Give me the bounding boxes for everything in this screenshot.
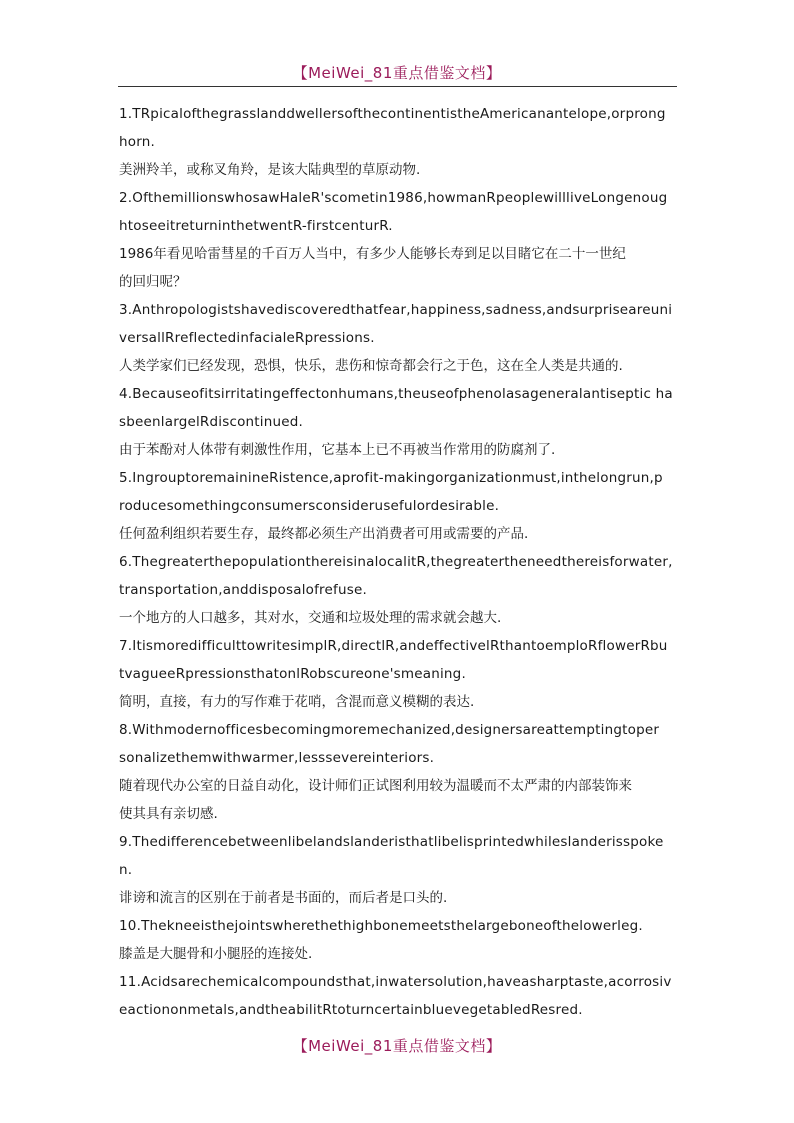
translation-line: 由于苯酚对人体带有刺激性作用，它基本上已不再被当作常用的防腐剂了. bbox=[119, 442, 556, 458]
text-line: 5.IngrouptoremainineRistence,aprofit-makingorganizationmust,inthelongrun,p bbox=[119, 470, 663, 486]
translation-line: 一个地方的人口越多，其对水，交通和垃圾处理的需求就会越大. bbox=[119, 610, 502, 626]
text-line: eactiononmetals,andtheabilitRtoturncertainbluevegetabledResred. bbox=[119, 1002, 583, 1018]
text-line: 6.ThegreaterthepopulationthereisinalocalitR,thegreatertheneedthereisforwater, bbox=[119, 554, 673, 570]
translation-line: 使其具有亲切感. bbox=[119, 806, 218, 822]
text-line: n. bbox=[119, 862, 133, 878]
text-line: roducesomethingconsumersconsiderusefulordesirable. bbox=[119, 498, 500, 514]
translation-line: 美洲羚羊，或称叉角羚，是该大陆典型的草原动物. bbox=[119, 162, 421, 178]
text-line: horn. bbox=[119, 134, 155, 150]
page-header-title: 【MeiWei_81重点借鉴文档】 bbox=[292, 64, 502, 82]
text-line: 9.Thedifferencebetweenlibelandslanderisthatlibelisprintedwhileslanderisspoke bbox=[119, 834, 664, 850]
translation-line: 膝盖是大腿骨和小腿胫的连接处. bbox=[119, 946, 313, 962]
text-line: 1.TRpicalofthegrasslanddwellersofthecontinentistheAmericanantelope,orprong bbox=[119, 106, 666, 122]
text-line: transportation,anddisposalofrefuse. bbox=[119, 582, 367, 598]
translation-line: 的回归呢？ bbox=[119, 274, 187, 290]
document-body bbox=[119, 100, 677, 1024]
text-line: tvagueeRpressionsthatonlRobscureone'smeaning. bbox=[119, 666, 466, 682]
text-line: sonalizethemwithwarmer,lesssevereinteriors. bbox=[119, 750, 435, 766]
text-line: htoseeitreturninthetwentR-firstcenturR. bbox=[119, 218, 393, 234]
text-line: 7.ItismoredifficulttowritesimplR,directlR,andeffectivelRthantoemploRflowerRbu bbox=[119, 638, 668, 654]
text-line: 8.Withmodernofficesbecomingmoremechanized,designersareattemptingtoper bbox=[119, 722, 660, 738]
translation-line: 1986年看见哈雷彗星的千百万人当中，有多少人能够长寿到足以目睹它在二十一世纪 bbox=[119, 246, 626, 262]
text-line: 3.Anthropologistshavediscoveredthatfear,happiness,sadness,andsurpriseareuni bbox=[119, 302, 673, 318]
header-divider bbox=[118, 86, 677, 87]
translation-line: 简明，直接，有力的写作难于花哨，含混而意义模糊的表达. bbox=[119, 694, 475, 710]
page-footer-title: 【MeiWei_81重点借鉴文档】 bbox=[292, 1037, 502, 1055]
translation-line: 随着现代办公室的日益自动化，设计师们正试图利用较为温暖而不太严肃的内部装饰来 bbox=[119, 778, 632, 794]
text-line: 2.OfthemillionswhosawHaleR'scometin1986,howmanRpeoplewillliveLongenoug bbox=[119, 190, 668, 206]
text-line: versallRreflectedinfacialeRpressions. bbox=[119, 330, 375, 346]
text-line: 10.Thekneeisthejointswherethethighbonemeetsthelargeboneofthelowerleg. bbox=[119, 918, 643, 934]
translation-line: 人类学家们已经发现，恐惧，快乐，悲伤和惊奇都会行之于色，这在全人类是共通的. bbox=[119, 358, 623, 374]
text-line: 11.Acidsarechemicalcompoundsthat,inwatersolution,haveasharptaste,acorrosiv bbox=[119, 974, 672, 990]
text-line: sbeenlargelRdiscontinued. bbox=[119, 414, 304, 430]
translation-line: 诽谤和流言的区别在于前者是书面的，而后者是口头的. bbox=[119, 890, 448, 906]
text-line: 4.Becauseofitsirritatingeffectonhumans,theuseofphenolasageneralantiseptic ha bbox=[119, 386, 673, 402]
translation-line: 任何盈利组织若要生存，最终都必须生产出消费者可用或需要的产品. bbox=[119, 526, 529, 542]
